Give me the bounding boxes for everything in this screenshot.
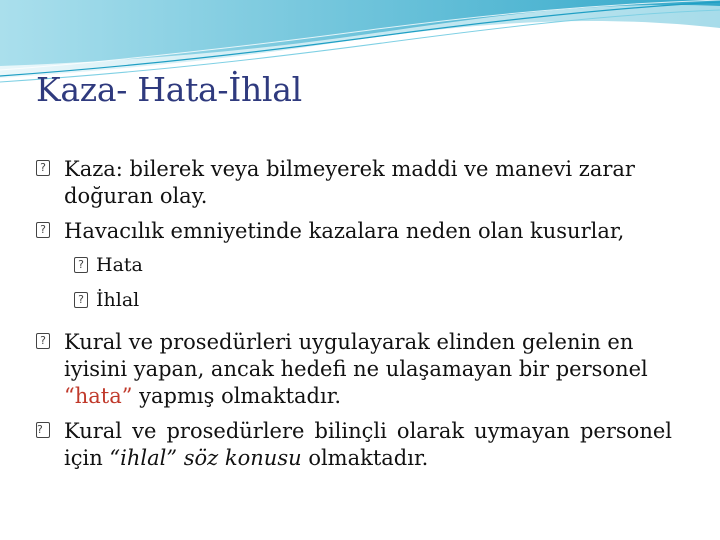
bullet-icon: ? xyxy=(74,257,88,273)
emphasis-ihlal: “ihlal” söz konusu xyxy=(109,446,302,470)
bullet-icon: ? xyxy=(36,160,50,176)
sub-bullet-item-hata xyxy=(36,253,672,278)
bullet-text: Havacılık emniyetinde kazalara neden olan kusurlar, xyxy=(64,219,625,243)
bullet-text: İhlal xyxy=(96,289,140,311)
bullet-icon: ? xyxy=(74,292,88,308)
bullet-icon: ? xyxy=(36,422,50,438)
bullet-item-kusurlar xyxy=(36,218,672,245)
bullet-icon: ? xyxy=(36,222,50,238)
bullet-text-part: Kural ve prosedürlere bilinçli olarak uymayan personel için xyxy=(64,419,672,470)
bullet-text-part: Kural ve prosedürleri uygulayarak elinden gelenin en iyisini yapan, ancak hedefi ne ulaşamayan bir personel xyxy=(64,330,648,381)
bullet-icon: ? xyxy=(36,333,50,349)
bullet-item-ihlal-definition xyxy=(36,418,672,472)
sub-bullet-item-ihlal xyxy=(36,288,672,313)
bullet-item-hata-definition xyxy=(36,329,672,410)
bullet-text-part: olmaktadır. xyxy=(301,446,429,470)
bullet-item-kaza xyxy=(36,156,672,210)
slide-title: Kaza- Hata-İhlal xyxy=(36,70,302,109)
bullet-text-part: yapmış olmaktadır. xyxy=(132,384,342,408)
slide-body xyxy=(36,156,672,472)
highlight-hata: “hata” xyxy=(64,384,133,408)
bullet-text: Hata xyxy=(96,254,143,276)
bullet-text: Kaza: bilerek veya bilmeyerek maddi ve manevi zarar doğuran olay. xyxy=(64,157,635,208)
